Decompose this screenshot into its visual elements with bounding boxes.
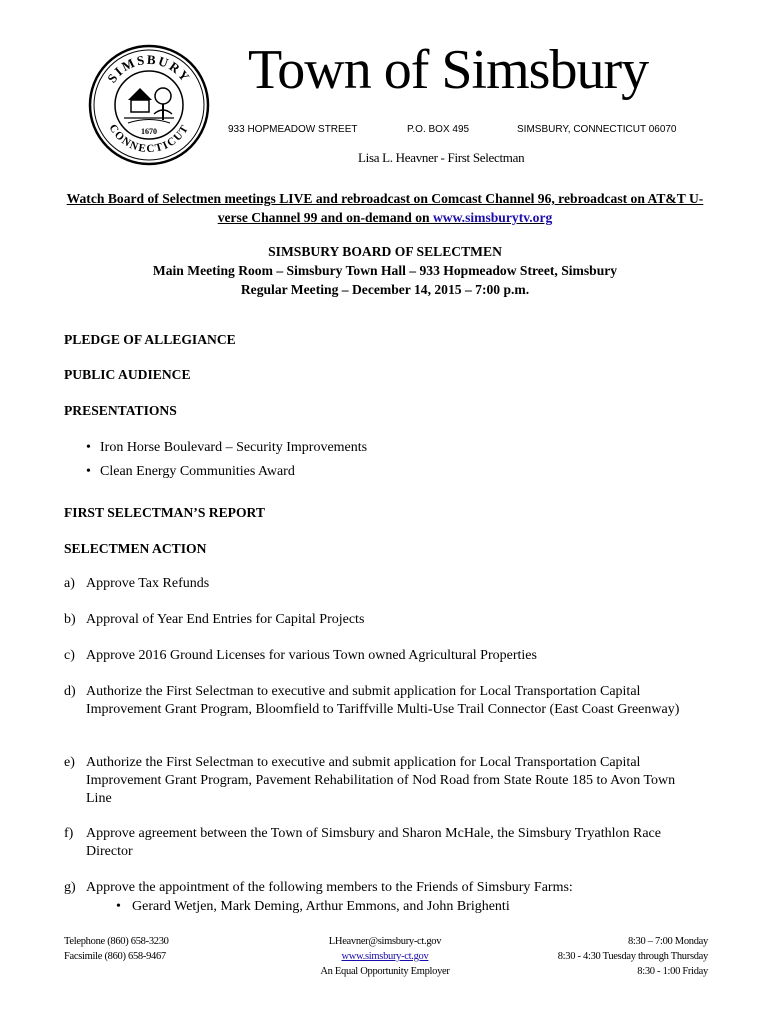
first-selectman: Lisa L. Heavner - First Selectman	[358, 150, 525, 165]
seal-top-text: SIMSBURY	[104, 51, 194, 86]
hours-tue-thu: 8:30 - 4:30 Tuesday through Thursday	[557, 951, 708, 962]
footer-web	[300, 934, 470, 979]
action-item-e: e) Authorize the First Selectman to executive and submit application for Local Transportation Capital Improvement Grant Program, Pavement Rehabilitation of Nod Road from State Route 185 to Avon Town Line	[64, 755, 676, 806]
action-item-c: c) Approve 2016 Ground Licenses for various Town owned Agricultural Properties	[64, 648, 537, 663]
city-state-zip: SIMSBURY, CONNECTICUT 06070	[517, 124, 677, 135]
action-item-d: d) Authorize the First Selectman to executive and submit application for Local Transportation Capital Improvement Grant Program, Bloomfield to Tariffville Multi-Use Trail Connector (East Coast Greenway)	[64, 684, 680, 717]
farm-members: • Gerard Wetjen, Mark Deming, Arthur Emmons, and John Brighenti	[116, 899, 510, 914]
board-name: SIMSBURY BOARD OF SELECTMEN	[268, 244, 502, 259]
hours-monday: 8:30 – 7:00 Monday	[627, 936, 708, 947]
meeting-heading	[64, 242, 706, 299]
facsimile: Facsimile (860) 658-9467	[64, 951, 166, 962]
telephone: Telephone (860) 658-3230	[64, 936, 169, 947]
simsburytv-link[interactable]: www.simsburytv.org	[432, 210, 553, 225]
list-item: • Clean Energy Communities Award	[86, 464, 295, 479]
seal-bottom-text: CONNECTICUT	[106, 122, 192, 156]
action-item-b: b) Approval of Year End Entries for Capital Projects	[64, 612, 365, 627]
public-audience-heading: PUBLIC AUDIENCE	[64, 367, 191, 382]
action-item-a: a) Approve Tax Refunds	[64, 576, 210, 591]
meeting-location: Main Meeting Room – Simsbury Town Hall – 933 Hopmeadow Street, Simsbury	[152, 263, 618, 278]
equal-opportunity: An Equal Opportunity Employer	[320, 966, 450, 977]
seal-year: 1670	[141, 127, 157, 136]
watch-notice-text: Watch Board of Selectmen meetings LIVE and rebroadcast on Comcast Channel 96, rebroadcast on AT&T U-verse Channel 99 and on-demand on	[66, 191, 704, 225]
presentations-heading: PRESENTATIONS	[64, 403, 177, 418]
svg-text:SIMSBURY	[104, 52, 194, 86]
pledge-heading: PLEDGE OF ALLEGIANCE	[64, 332, 236, 347]
footer-contact	[64, 934, 169, 964]
street-address: 933 HOPMEADOW STREET	[228, 124, 358, 135]
list-item: • Iron Horse Boulevard – Security Improvements	[86, 440, 368, 455]
action-item-g: g) Approve the appointment of the following members to the Friends of Simsbury Farms:	[64, 880, 573, 895]
hours-friday: 8:30 - 1:00 Friday	[637, 966, 708, 977]
first-selectman-report-heading: FIRST SELECTMAN’S REPORT	[64, 505, 265, 520]
website-link[interactable]: www.simsbury-ct.gov	[341, 951, 429, 962]
selectmen-action-heading: SELECTMEN ACTION	[64, 541, 207, 556]
town-title: Town of Simsbury	[248, 39, 649, 101]
town-seal-logo	[88, 44, 210, 166]
email-link[interactable]: LHeavner@simsbury-ct.gov	[328, 936, 442, 947]
meeting-date: Regular Meeting – December 14, 2015 – 7:00 p.m.	[240, 282, 530, 297]
footer-hours	[520, 934, 708, 979]
watch-notice	[64, 189, 706, 227]
po-box: P.O. BOX 495	[407, 124, 470, 135]
action-item-f: f) Approve agreement between the Town of Simsbury and Sharon McHale, the Simsbury Tryathlon Race Director	[64, 826, 661, 859]
